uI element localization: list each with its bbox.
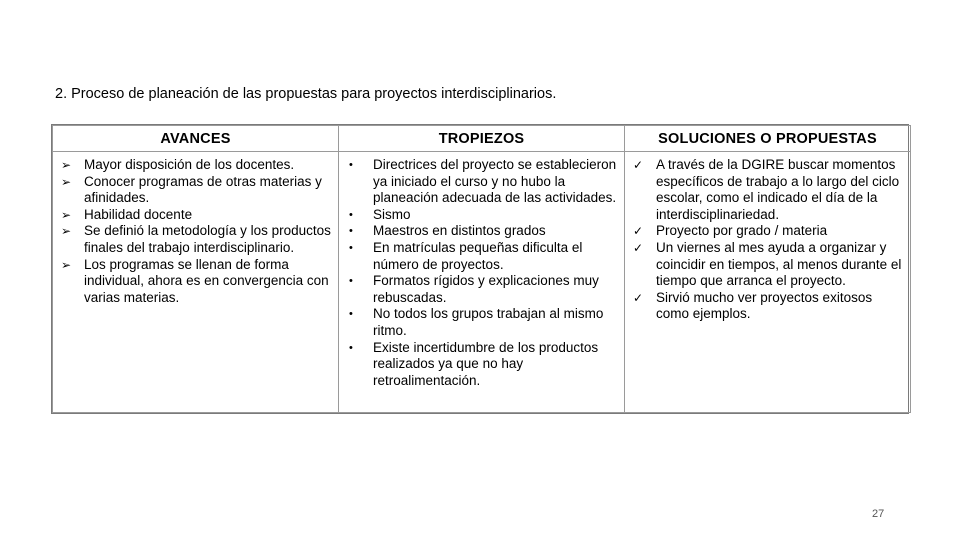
list-item-text: Conocer programas de otras materias y afinidades. bbox=[84, 173, 322, 206]
list-item bbox=[345, 240, 618, 273]
checkmark-bullet-icon: ✓ bbox=[633, 224, 644, 239]
tropiezos-cell bbox=[339, 152, 625, 413]
list-item-text: Se definió la metodología y los productos finales del trabajo interdisciplinario. bbox=[84, 223, 331, 255]
dot-bullet-icon: • bbox=[349, 225, 353, 238]
list-item-text: En matrículas pequeñas dificulta el número de proyectos. bbox=[373, 239, 583, 272]
list-item bbox=[345, 340, 618, 390]
list-item bbox=[345, 273, 618, 306]
header-soluciones: SOLUCIONES O PROPUESTAS bbox=[625, 126, 911, 152]
header-tropiezos: TROPIEZOS bbox=[339, 126, 625, 152]
list-item bbox=[59, 223, 332, 256]
dot-bullet-icon: • bbox=[349, 308, 353, 321]
list-item bbox=[345, 306, 618, 339]
arrow-bullet-icon: ➢ bbox=[61, 224, 72, 239]
checkmark-bullet-icon: ✓ bbox=[633, 290, 644, 305]
list-item-text: A través de la DGIRE buscar momentos específicos de trabajo a lo largo del ciclo escolar, como el indicado el día de la interdisciplinariedad. bbox=[656, 157, 900, 222]
list-item bbox=[631, 157, 904, 223]
list-item bbox=[345, 207, 618, 224]
list-item-text: Formatos rígidos y explicaciones muy rebuscadas. bbox=[373, 273, 599, 305]
avances-list bbox=[59, 157, 332, 306]
dot-bullet-icon: • bbox=[349, 241, 353, 254]
list-item-text: Habilidad docente bbox=[84, 206, 193, 222]
dot-bullet-icon: • bbox=[349, 159, 353, 171]
list-item bbox=[345, 223, 618, 240]
list-item-text: No todos los grupos trabajan al mismo ritmo. bbox=[373, 306, 604, 338]
list-item-text: Sirvió mucho ver proyectos exitosos como ejemplos. bbox=[656, 289, 873, 322]
soluciones-cell bbox=[625, 152, 911, 413]
soluciones-list bbox=[631, 157, 904, 323]
list-item bbox=[345, 157, 618, 207]
header-avances: AVANCES bbox=[53, 126, 339, 152]
dot-bullet-icon: • bbox=[349, 341, 353, 354]
list-item bbox=[59, 157, 332, 174]
section-heading: 2. Proceso de planeación de las propuestas para proyectos interdisciplinarios. bbox=[55, 86, 557, 102]
tropiezos-list bbox=[345, 157, 618, 389]
list-item bbox=[631, 240, 904, 290]
list-item-text: Mayor disposición de los docentes. bbox=[84, 157, 295, 172]
list-item-text: Los programas se llenan de forma individual, ahora es en convergencia con varias materias. bbox=[84, 256, 329, 305]
table-row bbox=[53, 152, 911, 413]
list-item bbox=[59, 174, 332, 207]
table-header-row bbox=[53, 126, 911, 152]
arrow-bullet-icon: ➢ bbox=[61, 257, 72, 272]
page-number: 27 bbox=[872, 508, 885, 520]
avances-cell bbox=[53, 152, 339, 413]
arrow-bullet-icon: ➢ bbox=[61, 158, 72, 172]
list-item-text: Proyecto por grado / materia bbox=[656, 223, 828, 239]
list-item-text: Maestros en distintos grados bbox=[373, 223, 546, 239]
list-item bbox=[59, 207, 332, 224]
list-item bbox=[631, 290, 904, 323]
list-item bbox=[631, 223, 904, 240]
arrow-bullet-icon: ➢ bbox=[61, 174, 72, 189]
list-item-text: Sismo bbox=[373, 206, 411, 222]
dot-bullet-icon: • bbox=[349, 208, 353, 221]
checkmark-bullet-icon: ✓ bbox=[633, 158, 644, 172]
dot-bullet-icon: • bbox=[349, 275, 353, 288]
list-item-text: Directrices del proyecto se establecieron ya iniciado el curso y no hubo la planeación adecuada de las actividades. bbox=[373, 157, 617, 206]
list-item-text: Un viernes al mes ayuda a organizar y coincidir en tiempos, al menos durante el tiempo que arranca el proyecto. bbox=[656, 239, 902, 289]
list-item bbox=[59, 257, 332, 307]
list-item-text: Existe incertidumbre de los productos realizados ya que no hay retroalimentación. bbox=[373, 339, 599, 388]
planning-table bbox=[51, 124, 909, 414]
arrow-bullet-icon: ➢ bbox=[61, 207, 72, 222]
checkmark-bullet-icon: ✓ bbox=[633, 240, 644, 255]
